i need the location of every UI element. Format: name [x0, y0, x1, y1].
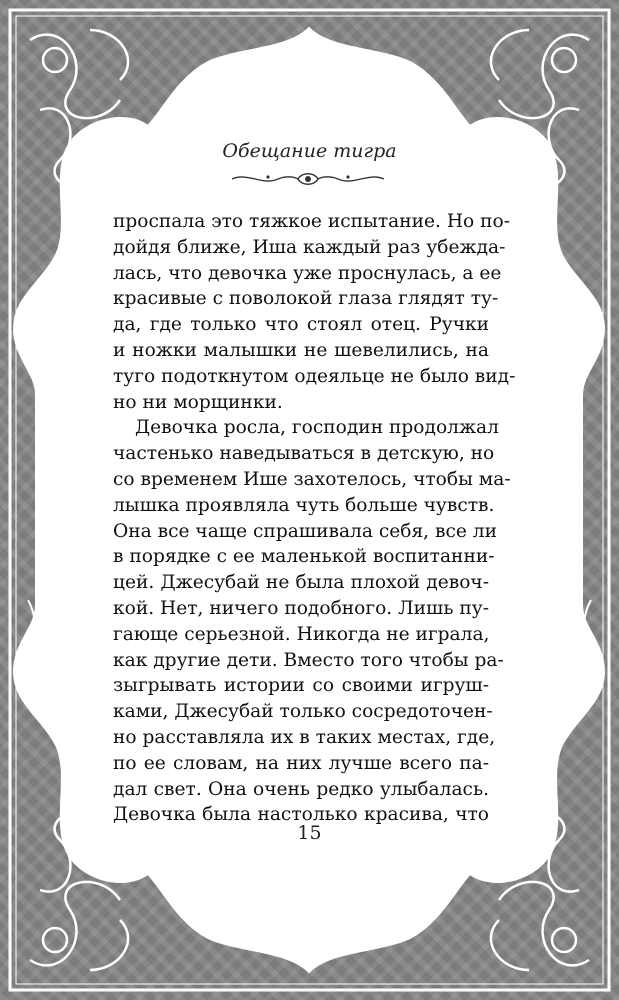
text-line: как другие дети. Вместо того чтобы ра- [113, 649, 504, 671]
text-line: гающе серьезной. Никогда не играла, [113, 623, 490, 645]
text-line: по ее словам, на них лучше всего па- [113, 752, 489, 774]
text-line: Она все чаще спрашивала себя, все ли [113, 520, 498, 542]
text-line: зыгрывать истории со своими игруш- [113, 675, 489, 697]
text-line: и ножки малышки не шевелились, на [113, 339, 489, 361]
text-line: но расставляла их в таких местах, где, [113, 726, 496, 748]
title-divider-ornament [228, 168, 388, 190]
text-line: дал свет. Она очень редко улыбалась. [113, 778, 489, 800]
text-line: но ни морщинки. [113, 391, 283, 413]
text-line: цей. Джесубай не была плохой девоч- [113, 572, 489, 594]
text-line: в порядке с ее маленькой воспитанни- [113, 546, 495, 568]
text-line: туго подоткнутом одеяльце не было вид- [113, 365, 516, 387]
text-line: лышка проявляла чуть больше чувств. [113, 494, 495, 516]
text-line: со временем Ише захотелось, чтобы ма- [113, 468, 511, 490]
text-line: ками, Джесубай только сосредоточен- [113, 701, 493, 723]
running-title: Обещание тигра [222, 140, 397, 162]
text-line: частенько наведываться в детскую, но [113, 443, 495, 465]
text-line: дойдя ближе, Иша каждый раз убежда- [113, 236, 506, 258]
text-line: проспала это тяжкое испытание. Но по- [113, 211, 511, 232]
text-line: кой. Нет, ничего подобного. Лишь пу- [113, 597, 489, 619]
text-line: лась, что девочка уже проснулась, а ее [113, 262, 502, 284]
page-number: 15 [297, 822, 322, 844]
text-line: красивые с поволокой глаза глядят ту- [113, 288, 499, 310]
text-line: Девочка росла, господин продолжал [135, 417, 499, 439]
text-line: Девочка была настолько красива, что [113, 804, 489, 826]
text-line: да, где только что стоял отец. Ручки [113, 314, 489, 336]
body-text [113, 209, 516, 828]
